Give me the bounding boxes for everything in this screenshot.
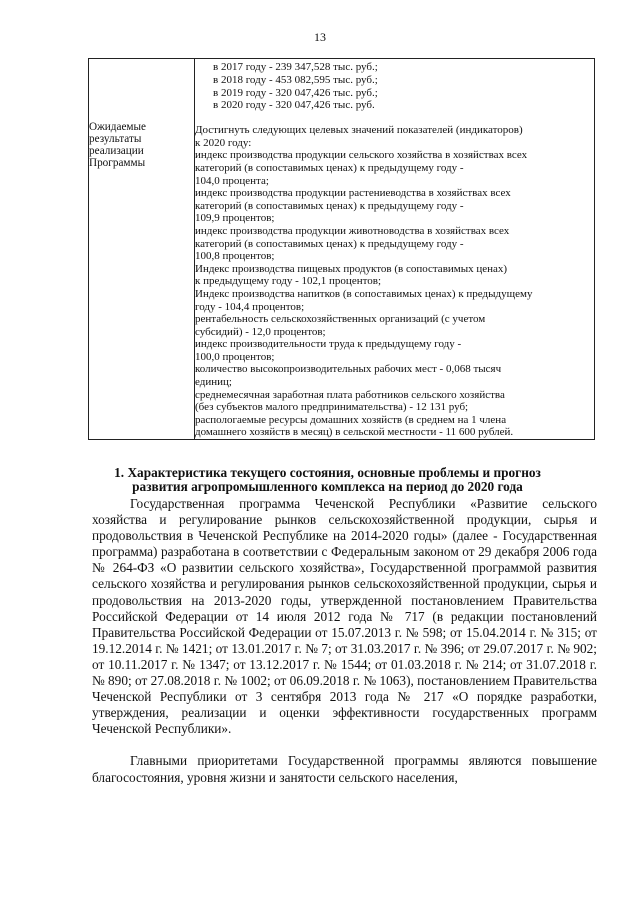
results-label-line: Ожидаемые: [89, 121, 146, 133]
result-line: 100,8 процентов;: [195, 250, 275, 263]
result-line: категорий (в сопоставимых ценах) к предыдущему году -: [195, 237, 464, 250]
page-number: 13: [314, 30, 326, 44]
table-content-cell: [195, 59, 595, 440]
result-line: категорий (в сопоставимых ценах) к предыдущему году -: [195, 199, 464, 212]
result-line: единиц;: [195, 376, 232, 389]
funding-list: [195, 59, 594, 112]
result-line: количество высокопроизводительных рабочих мест - 0,068 тысяч: [195, 363, 502, 376]
funding-line: в 2019 году - 320 047,426 тыс. руб.;: [213, 86, 378, 99]
results-label-line: Программы: [89, 157, 146, 169]
body-paragraph: Главными приоритетами Государственной программы являются повышение благосостояния, уровня жизни и занятости сельского населения,: [92, 753, 597, 785]
result-line: к предыдущему году - 102,1 процентов;: [195, 275, 382, 288]
section-title-line: 1. Характеристика текущего состояния, основные проблемы и прогноз: [114, 465, 541, 480]
result-line: индекс производительности труда к предыдущему году -: [195, 338, 462, 351]
section-title-line: развития агропромышленного комплекса на период до 2020 года: [132, 479, 523, 494]
result-line: 109,9 процентов;: [195, 212, 275, 225]
result-line: 100,0 процентов;: [195, 350, 275, 363]
body-paragraph: Государственная программа Чеченской Республики «Развитие сельского хозяйства и регулирование рынков сельскохозяйственной продукции, сырья и продовольствия в Чеченской Республике на 2014-2020 годы» (далее - Государственная программа) разработана в соответствии с Федеральным законом от 29 декабря 2006 года № 264-ФЗ «О развитии сельского хозяйства», Государственной программой развития сельского хозяйства и регулирования рынков сельскохозяйственной продукции, сырья и продовольствия на 2013-2020 годы, утвержденной постановлением Правительства Российской Федерации от 14 июля 2012 года № 717 (в редакции постановлений Правительства Российской Федерации от 15.07.2013 г. № 598; от 15.04.2014 г. № 315; от 19.12.2014 г. № 1421; от 13.01.2017 г. № 7; от 31.03.2017 г. № 396; от 29.07.2017 г. № 902; от 10.11.2017 г. № 1347; от 13.12.2017 г. № 1544; от 01.03.2018 г. № 214; от 31.07.2018 г. № 890; от 27.08.2018 г. № 1002; от 06.09.2018 г. № 1063), постановлением Правительства Чеченской Республики от 3 сентября 2013 года № 217 «О порядке разработки, утверждения, реализации и оценки эффективности государственных программ Чеченской Республики».: [92, 496, 597, 737]
section-title: [60, 466, 595, 494]
result-line: Индекс производства напитков (в сопоставимых ценах) к предыдущему: [195, 287, 533, 300]
result-line: к 2020 году:: [195, 136, 252, 149]
results-label: [89, 121, 194, 169]
result-line: году - 104,4 процентов;: [195, 300, 305, 313]
results-label-line: результаты: [89, 133, 142, 145]
result-line: категорий (в сопоставимых ценах) к предыдущему году -: [195, 161, 464, 174]
program-passport-table: [88, 58, 595, 440]
result-line: 104,0 процента;: [195, 174, 269, 187]
table-row: [89, 59, 595, 440]
results-list: [195, 124, 594, 439]
result-line: Достигнуть следующих целевых значений показателей (индикаторов): [195, 124, 523, 137]
result-line: рентабельность сельскохозяйственных организаций (с учетом: [195, 313, 486, 326]
result-line: Индекс производства пищевых продуктов (в сопоставимых ценах): [195, 262, 508, 275]
funding-line: в 2017 году - 239 347,528 тыс. руб.;: [213, 61, 378, 73]
result-line: субсидий) - 12,0 процентов;: [195, 325, 326, 338]
funding-line: в 2020 году - 320 047,426 тыс. руб.: [213, 99, 375, 112]
result-line: индекс производства продукции сельского хозяйства в хозяйствах всех: [195, 149, 528, 162]
result-line: домашнего хозяйств в месяц) в сельской местности - 11 600 рублей.: [195, 426, 514, 439]
results-label-line: реализации: [89, 145, 144, 157]
result-line: индекс производства продукции животноводства в хозяйствах всех: [195, 224, 510, 237]
result-line: (без субъектов малого предпринимательства) - 12 131 руб;: [195, 401, 469, 414]
result-line: распологаемые ресурсы домашних хозяйств (в среднем на 1 члена: [195, 413, 507, 426]
result-line: индекс производства продукции растениеводства в хозяйствах всех: [195, 187, 511, 200]
section-body: [92, 496, 597, 786]
result-line: среднемесячная заработная плата работников сельского хозяйства: [195, 388, 505, 401]
funding-line: в 2018 году - 453 082,595 тыс. руб.;: [213, 73, 378, 86]
table-label-cell: [89, 59, 195, 440]
